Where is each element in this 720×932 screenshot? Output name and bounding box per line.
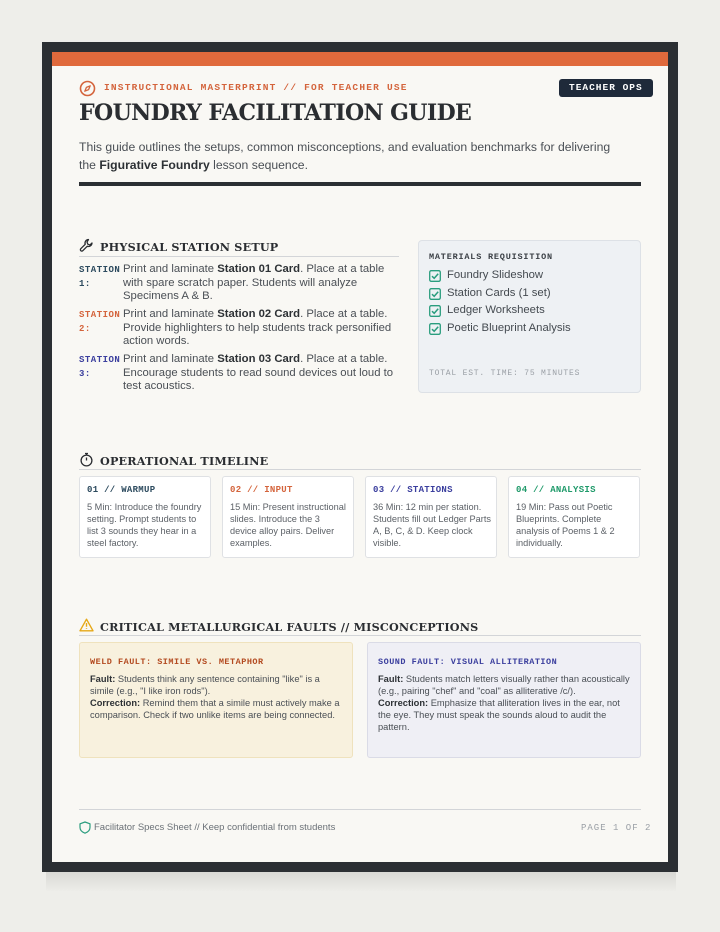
material-label: Foundry Slideshow [447, 269, 544, 281]
intro-paragraph [79, 138, 619, 174]
document-kicker: INSTRUCTIONAL MASTERPRINT // FOR TEACHER USE [104, 82, 408, 93]
fault-card-simile [79, 642, 353, 758]
fault-label: Fault: [378, 674, 404, 684]
phase-text: 19 Min: Pass out Poetic Blueprints. Complete analysis of Poems 1 & 2 individually. [516, 502, 615, 548]
intro-end: lesson sequence. [209, 158, 308, 172]
station-text-end: . Place at a table with spare scratch paper. Students will analyze Specimens A & B. [123, 263, 385, 302]
fault-title: SOUND FAULT: VISUAL ALLITERATION [378, 657, 558, 667]
section-heading-setup: PHYSICAL STATION SETUP [100, 240, 279, 254]
shield-icon [79, 821, 91, 839]
footer-divider [79, 809, 641, 810]
phase-text: 15 Min: Present instructional slides. Introduce the 3 device alloy pairs. Deliver examples. [230, 502, 346, 548]
teacher-ops-badge: TEACHER OPS [559, 79, 653, 97]
station-label-text: STATION [79, 310, 121, 320]
station-number: 2: [79, 324, 91, 334]
intro-bold: Figurative Foundry [99, 158, 210, 172]
station-text: Print and laminate [123, 308, 218, 320]
station-text-end: . Place at a table. Provide highlighters to help students track personified action words. [123, 308, 392, 347]
fault-label: Fault: [90, 674, 116, 684]
station-number: 1: [79, 279, 91, 289]
station-text: Print and laminate [123, 353, 218, 365]
wrench-icon [79, 238, 94, 258]
checkbox-checked-icon [429, 270, 441, 285]
station-label-text: STATION [79, 265, 121, 275]
station-instructions [123, 308, 398, 349]
station-card-name: Station 03 Card [217, 353, 301, 365]
document-page [52, 52, 668, 862]
station-text: Print and laminate [123, 263, 218, 275]
phase-title: 02 // INPUT [230, 485, 293, 495]
total-time: TOTAL EST. TIME: 75 MINUTES [429, 369, 581, 378]
faults-heading-rule [79, 635, 641, 636]
timeline-phase-warmup [79, 476, 211, 558]
material-label: Ledger Worksheets [447, 304, 545, 316]
station-label-text: STATION [79, 355, 121, 365]
header-divider [79, 182, 641, 186]
station-instructions [123, 263, 398, 304]
correction-text: Emphasize that alliteration lives in the ear, not the eye. They must speak the sounds aloud to audit the pattern. [378, 698, 620, 732]
phase-title: 03 // STATIONS [373, 485, 453, 495]
compass-icon [79, 80, 96, 102]
material-label: Station Cards (1 set) [447, 287, 551, 299]
fault-text: Students think any sentence containing "like" is a simile (e.g., "I like iron rods"). [90, 674, 320, 696]
page-number: PAGE 1 OF 2 [581, 823, 652, 833]
accent-top-bar [52, 52, 668, 66]
phase-title: 04 // ANALYSIS [516, 485, 596, 495]
intro-text: This guide outlines the setups, common misconceptions, and evaluation benchmarks for delivering the [79, 140, 611, 172]
station-number: 3: [79, 369, 91, 379]
station-label [79, 308, 120, 336]
fault-title: WELD FAULT: SIMILE VS. METAPHOR [90, 657, 264, 667]
timeline-phase-stations [365, 476, 497, 558]
fault-body [378, 673, 630, 733]
correction-label: Correction: [378, 698, 429, 708]
checkbox-checked-icon [429, 305, 441, 320]
station-instructions [123, 353, 398, 394]
document-frame [42, 42, 678, 872]
fault-body [90, 673, 342, 721]
section-heading-faults: CRITICAL METALLURGICAL FAULTS // MISCONCEPTIONS [100, 620, 479, 634]
page-title: FOUNDRY FACILITATION GUIDE [79, 100, 472, 126]
material-label: Poetic Blueprint Analysis [447, 322, 571, 334]
checkbox-checked-icon [429, 288, 441, 303]
correction-text: Remind them that a simile must actively make a comparison. Check if two unlike items are being connected. [90, 698, 340, 720]
station-card-name: Station 02 Card [217, 308, 301, 320]
materials-heading: MATERIALS REQUISITION [429, 252, 553, 262]
materials-panel [418, 240, 641, 393]
setup-heading-rule [79, 256, 399, 257]
fault-text: Students match letters visually rather than acoustically (e.g., pairing "chef" and "coal" as alliterative /c/). [378, 674, 630, 696]
correction-label: Correction: [90, 698, 141, 708]
station-label [79, 263, 120, 291]
phase-title: 01 // WARMUP [87, 485, 156, 495]
timeline-phase-analysis [508, 476, 640, 558]
station-label [79, 353, 120, 381]
station-card-name: Station 01 Card [217, 263, 301, 275]
phase-text: 36 Min: 12 min per station. Students fill out Ledger Parts A, B, C, & D. Keep clock visible. [373, 502, 491, 548]
station-text-end: . Place at a table. Encourage students to read sound devices out loud to test acoustics. [123, 353, 394, 392]
section-heading-timeline: OPERATIONAL TIMELINE [100, 454, 269, 468]
fault-card-alliteration [367, 642, 641, 758]
timeline-heading-rule [79, 469, 641, 470]
timeline-phase-input [222, 476, 354, 558]
page-shadow [46, 870, 676, 892]
footer-note: Facilitator Specs Sheet // Keep confidential from students [94, 822, 336, 833]
phase-text: 5 Min: Introduce the foundry setting. Prompt students to list 3 sounds they hear in a steel factory. [87, 502, 202, 548]
checkbox-checked-icon [429, 323, 441, 338]
